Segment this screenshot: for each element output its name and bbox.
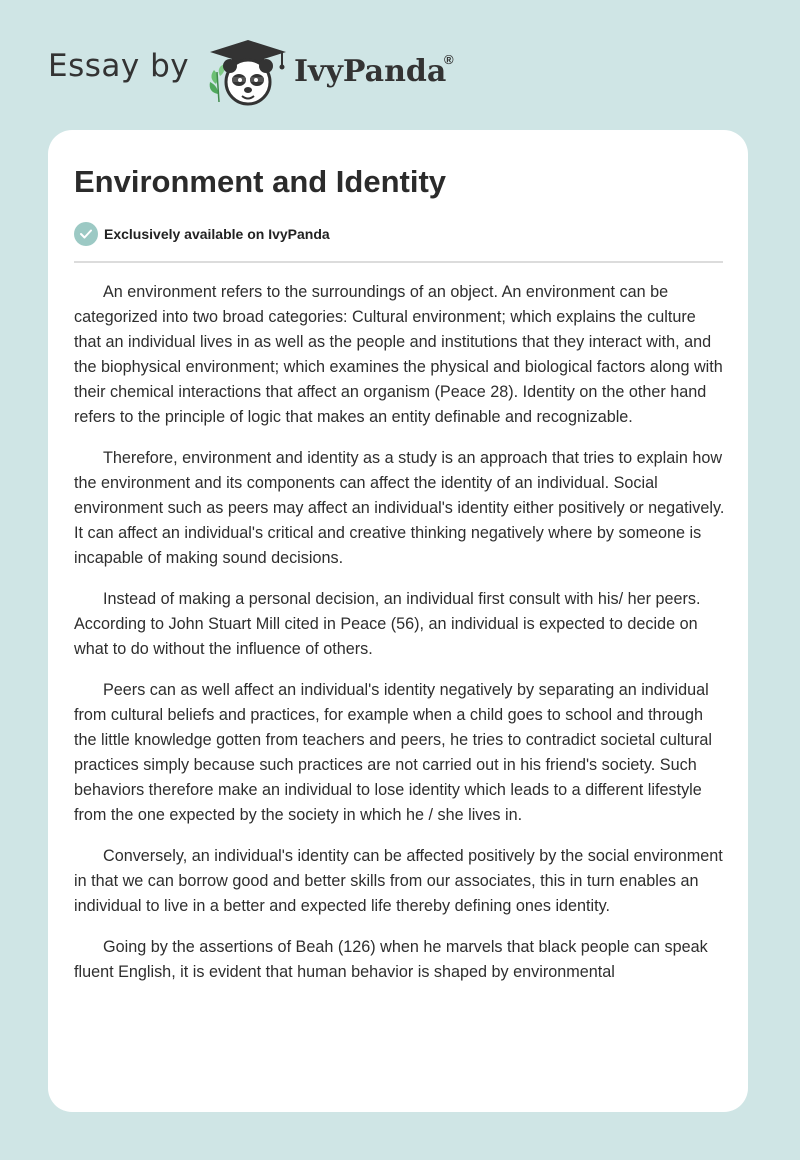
exclusive-badge [74, 222, 330, 246]
essay-card [48, 130, 748, 1112]
page-title: Environment and Identity [74, 164, 447, 199]
exclusive-text: Exclusively available on IvyPanda [104, 226, 330, 242]
check-icon [74, 222, 98, 246]
paragraph: An environment refers to the surroundings of an object. An environment can be categorized into two broad categories: Cultural environment; which explains the culture that an individual lives in as well as the people and institutions that they interact with, and the biophysical environment; which examines the physical and biological factors along with their chemical interactions that affect an organism (Peace 28). Identity on the other hand refers to the principle of logic that makes an entity definable and recognizable. [74, 283, 723, 426]
paragraph: Instead of making a personal decision, an individual first consult with his/ her peers. According to John Stuart Mill cited in Peace (56), an individual is expected to decide on what to do without the influence of others. [74, 590, 701, 658]
paragraph: Peers can as well affect an individual's identity negatively by separating an individual from cultural beliefs and practices, for example when a child goes to school and through the little knowledge gotten from teachers and peers, he tries to contradict societal cultural practices simply because such practices are not carried out in his friend's society. Such behaviors therefore make an individual to lose identity which leads to a different lifestyle from the one expected by the society in which he / she lives in. [74, 681, 712, 824]
site-header [48, 34, 648, 114]
brand-name[interactable]: IvyPanda [294, 54, 447, 89]
paragraph: Going by the assertions of Beah (126) when he marvels that black people can speak fluent English, it is evident that human behavior is shaped by environmental [74, 938, 708, 981]
panda-logo-icon[interactable] [202, 36, 294, 110]
essay-by-label: Essay by [48, 48, 190, 84]
registered-mark: ® [444, 52, 454, 67]
ivy-leaf-icon [210, 64, 225, 102]
essay-body [74, 280, 726, 1001]
paragraph: Therefore, environment and identity as a study is an approach that tries to explain how the environment and its components can affect the identity of an individual. Social environment such as peers may affect an individual's identity either positively or negatively. It can affect an individual's critical and creative thinking negatively where by someone is incapable of making sound decisions. [74, 449, 725, 567]
divider [74, 261, 723, 263]
paragraph: Conversely, an individual's identity can be affected positively by the social environment in that we can borrow good and better skills from our associates, this in turn enables an individual to live in a better and expected life thereby defining ones identity. [74, 847, 723, 915]
